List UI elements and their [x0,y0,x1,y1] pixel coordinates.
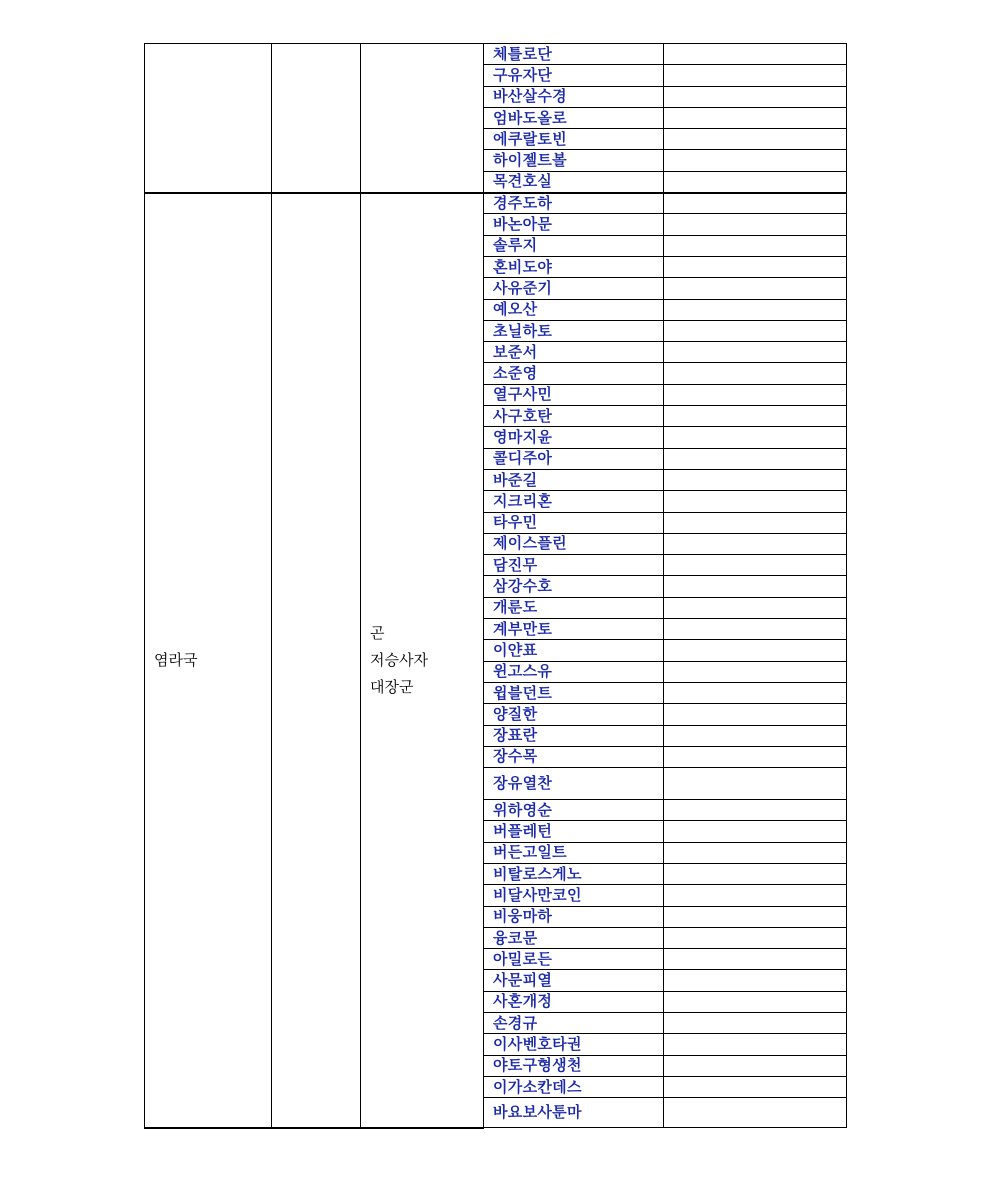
table-row [145,193,847,214]
empty-cell [664,885,847,906]
name-cell: 아밀로든 [484,949,664,970]
name-cell: 바준길 [484,469,664,490]
name-cell: 장유열찬 [484,768,664,800]
name-cell: 손경규 [484,1013,664,1034]
empty-cell [664,597,847,618]
country-cell: 염라국 [145,193,272,1128]
name-cell: 담진무 [484,555,664,576]
name-cell: 혼비도야 [484,256,664,277]
empty-cell [664,842,847,863]
name-cell: 콜디주아 [484,448,664,469]
name-cell: 이얀표 [484,640,664,661]
empty-cell [664,704,847,725]
name-cell: 지크리혼 [484,491,664,512]
title-line: 대장군 [370,677,414,696]
name-cell: 윈고스유 [484,661,664,682]
empty-cell [664,44,847,65]
empty-cell [664,533,847,554]
name-cell: 비웅마하 [484,906,664,927]
name-cell: 제이스플린 [484,533,664,554]
group-a-col2 [272,44,361,193]
table-row [145,44,847,65]
name-cell: 장표란 [484,725,664,746]
empty-cell [664,384,847,405]
name-cell: 버든고일트 [484,842,664,863]
name-cell: 삼강수호 [484,576,664,597]
name-cell: 구유자단 [484,65,664,86]
name-cell: 윕블던트 [484,682,664,703]
empty-cell [664,949,847,970]
empty-cell [664,768,847,800]
empty-cell [664,725,847,746]
name-cell: 비탈로스게노 [484,863,664,884]
name-cell: 체틀로단 [484,44,664,65]
name-cell: 계부만토 [484,619,664,640]
name-cell: 솔루지 [484,235,664,256]
name-cell: 버플레턴 [484,821,664,842]
name-cell: 바요보사툰마 [484,1098,664,1128]
empty-cell [664,193,847,214]
name-cell: 사구호탄 [484,406,664,427]
empty-cell [664,1055,847,1076]
name-cell: 개룬도 [484,597,664,618]
name-cell: 야토구형생천 [484,1055,664,1076]
empty-cell [664,863,847,884]
empty-cell [664,427,847,448]
name-cell: 영마지윤 [484,427,664,448]
empty-cell [664,1098,847,1128]
empty-cell [664,86,847,107]
name-cell: 장수목 [484,746,664,767]
empty-cell [664,107,847,128]
name-cell: 융코문 [484,927,664,948]
name-cell: 에쿠랄토빈 [484,129,664,150]
group-a-col3 [361,44,484,193]
empty-cell [664,1034,847,1055]
name-cell: 예오산 [484,299,664,320]
title-line: 곤 [370,623,385,642]
empty-cell [664,1013,847,1034]
title-line: 저승사자 [370,650,428,669]
empty-cell [664,320,847,341]
empty-cell [664,256,847,277]
empty-cell [664,661,847,682]
name-cell: 목견호실 [484,171,664,192]
empty-cell [664,342,847,363]
name-cell: 엄바도올로 [484,107,664,128]
empty-cell [664,469,847,490]
name-cell: 비달사만코인 [484,885,664,906]
empty-cell [664,448,847,469]
name-cell: 이사벤호타권 [484,1034,664,1055]
name-cell: 타우민 [484,512,664,533]
empty-cell [664,746,847,767]
empty-cell [664,821,847,842]
empty-cell [664,235,847,256]
empty-cell [664,150,847,171]
empty-cell [664,214,847,235]
name-cell: 사문피열 [484,970,664,991]
name-cell: 바산살수경 [484,86,664,107]
name-cell: 바논아문 [484,214,664,235]
empty-cell [664,906,847,927]
group-b-col2 [272,193,361,1128]
empty-cell [664,491,847,512]
name-cell: 경주도하 [484,193,664,214]
title-cell [361,193,484,1128]
empty-cell [664,555,847,576]
name-cell: 보준서 [484,342,664,363]
empty-cell [664,65,847,86]
name-cell: 이가소칸데스 [484,1076,664,1097]
empty-cell [664,299,847,320]
empty-cell [664,682,847,703]
roster-table [144,43,847,1129]
name-cell: 사유준기 [484,278,664,299]
empty-cell [664,619,847,640]
name-cell: 소준영 [484,363,664,384]
empty-cell [664,406,847,427]
name-cell: 열구사민 [484,384,664,405]
empty-cell [664,991,847,1012]
empty-cell [664,1076,847,1097]
empty-cell [664,129,847,150]
group-a-col1 [145,44,272,193]
empty-cell [664,970,847,991]
empty-cell [664,576,847,597]
name-cell: 위하영순 [484,800,664,821]
empty-cell [664,800,847,821]
name-cell: 사혼개정 [484,991,664,1012]
name-cell: 초닐하토 [484,320,664,341]
empty-cell [664,927,847,948]
empty-cell [664,363,847,384]
name-cell: 하이젤트볼 [484,150,664,171]
name-cell: 양질한 [484,704,664,725]
empty-cell [664,278,847,299]
empty-cell [664,171,847,192]
empty-cell [664,512,847,533]
empty-cell [664,640,847,661]
